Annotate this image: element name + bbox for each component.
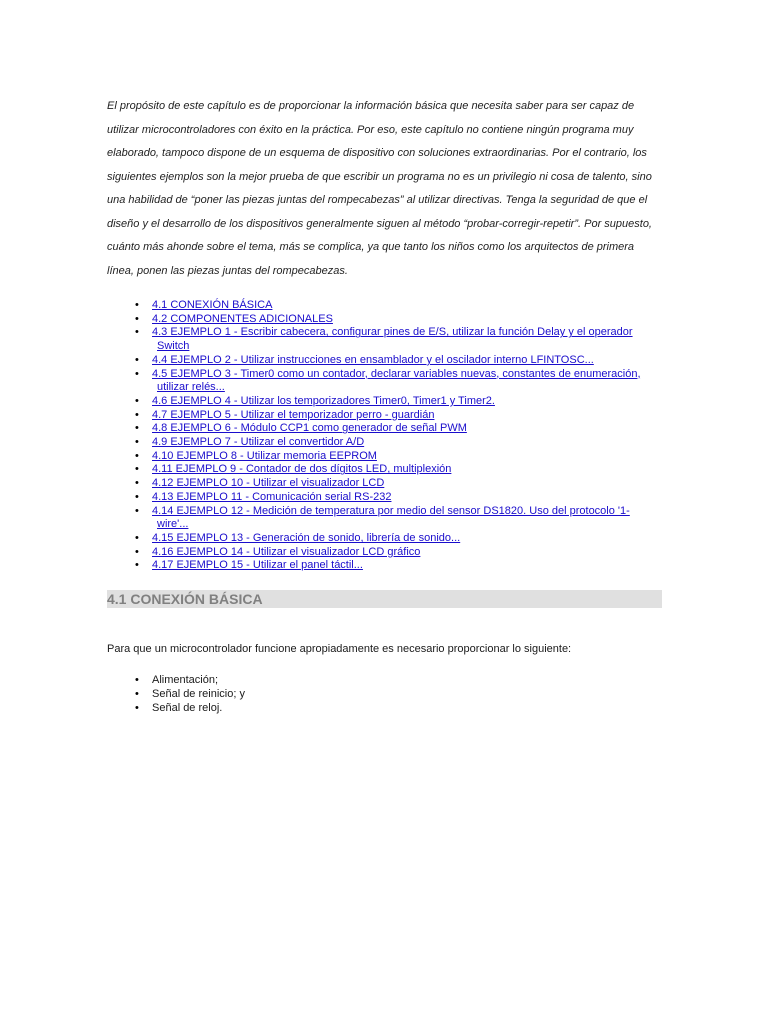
table-of-contents: [107, 299, 662, 573]
bullet-icon: •: [135, 367, 139, 380]
bullet-icon: •: [135, 299, 139, 311]
bullet-icon: •: [135, 674, 139, 687]
toc-item: [135, 312, 662, 327]
toc-link-4-1[interactable]: 4.1 CONEXIÓN BÁSICA: [152, 299, 273, 311]
bullet-icon: •: [135, 394, 139, 407]
bullet-icon: •: [135, 408, 139, 421]
list-item-text: Alimentación;: [152, 674, 219, 687]
toc-link-4-4[interactable]: 4.4 EJEMPLO 2 - Utilizar instrucciones en ensamblador y el oscilador interno LFINTOSC...: [152, 353, 594, 366]
toc-item: [135, 531, 662, 546]
bullet-icon: •: [135, 422, 139, 435]
toc-item: [135, 449, 662, 464]
requirements-list: [107, 673, 662, 715]
toc-link-4-9[interactable]: 4.9 EJEMPLO 7 - Utilizar el convertidor A/D: [152, 436, 365, 449]
bullet-icon: •: [135, 504, 139, 517]
list-item: [135, 687, 662, 701]
bullet-icon: •: [135, 477, 139, 490]
toc-link-4-15[interactable]: 4.15 EJEMPLO 13 - Generación de sonido, librería de sonido...: [152, 531, 461, 544]
bullet-icon: •: [135, 531, 139, 544]
toc-link-4-16[interactable]: 4.16 EJEMPLO 14 - Utilizar el visualizador LCD gráfico: [152, 545, 421, 558]
toc-link-4-11[interactable]: 4.11 EJEMPLO 9 - Contador de dos dígitos LED, multiplexión: [152, 463, 452, 476]
toc-item: [135, 299, 662, 313]
bullet-icon: •: [135, 326, 139, 339]
toc-item: [135, 394, 662, 409]
toc-item: [135, 436, 662, 450]
toc-link-4-14[interactable]: 4.14 EJEMPLO 12 - Medición de temperatura por medio del sensor DS1820. Uso del protocolo '1-wire'...: [152, 504, 630, 531]
document-page: [107, 95, 662, 715]
toc-link-4-17[interactable]: 4.17 EJEMPLO 15 - Utilizar el panel táctil...: [152, 559, 363, 572]
toc-item: [135, 545, 662, 560]
toc-link-4-10[interactable]: 4.10 EJEMPLO 8 - Utilizar memoria EEPROM: [152, 449, 377, 462]
toc-item: [135, 559, 662, 573]
toc-item: [135, 353, 662, 368]
toc-link-4-13[interactable]: 4.13 EJEMPLO 11 - Comunicación serial RS-232: [152, 490, 392, 503]
list-item-text: Señal de reinicio; y: [152, 688, 245, 701]
toc-item: [135, 408, 662, 423]
toc-link-4-5[interactable]: 4.5 EJEMPLO 3 - Timer0 como un contador, declarar variables nuevas, constantes de enumeración, utilizar relés...: [152, 367, 641, 394]
toc-item: [135, 490, 662, 505]
list-item-text: Señal de reloj.: [152, 702, 223, 715]
toc-link-4-6[interactable]: 4.6 EJEMPLO 4 - Utilizar los temporizadores Timer0, Timer1 y Timer2.: [152, 394, 495, 407]
toc-item: [135, 326, 662, 353]
bullet-icon: •: [135, 490, 139, 503]
bullet-icon: •: [135, 702, 139, 715]
bullet-icon: •: [135, 545, 139, 558]
bullet-icon: •: [135, 449, 139, 462]
section-paragraph: Para que un microcontrolador funcione apropiadamente es necesario proporcionar lo siguiente:: [107, 643, 572, 656]
toc-item: [135, 367, 662, 395]
toc-item: [135, 463, 662, 477]
bullet-icon: •: [135, 312, 139, 325]
bullet-icon: •: [135, 436, 139, 449]
toc-item: [135, 477, 662, 491]
toc-link-4-12[interactable]: 4.12 EJEMPLO 10 - Utilizar el visualizador LCD: [152, 477, 385, 490]
section-heading: 4.1 CONEXIÓN BÁSICA: [107, 590, 662, 608]
toc-item: [135, 422, 662, 436]
toc-link-4-8[interactable]: 4.8 EJEMPLO 6 - Módulo CCP1 como generador de señal PWM: [152, 422, 467, 435]
bullet-icon: •: [135, 463, 139, 476]
list-item: [135, 673, 662, 687]
toc-item: [135, 504, 662, 532]
toc-link-4-2[interactable]: 4.2 COMPONENTES ADICIONALES: [152, 312, 333, 325]
bullet-icon: •: [135, 353, 139, 366]
bullet-icon: •: [135, 688, 139, 701]
bullet-icon: •: [135, 559, 139, 572]
toc-link-4-7[interactable]: 4.7 EJEMPLO 5 - Utilizar el temporizador perro - guardián: [152, 408, 435, 421]
toc-link-4-3[interactable]: 4.3 EJEMPLO 1 - Escribir cabecera, configurar pines de E/S, utilizar la función Delay y el operador Switch: [152, 326, 633, 353]
intro-paragraph: El propósito de este capítulo es de proporcionar la información básica que necesita saber para ser capaz de utilizar microcontroladores con éxito en la práctica. Por eso, este capítulo no contiene ningún programa muy elaborado, tampoco dispone de un esquema de dispositivo con soluciones extraordinarias. Por el contrario, los siguientes ejemplos son la mejor prueba de que escribir un programa no es un privilegio ni cosa de talento, sino una habilidad de “poner las piezas juntas del rompecabezas” al utilizar directivas. Tenga la seguridad de que el diseño y el desarrollo de los dispositivos generalmente siguen al método “probar-corregir-repetir”. Por supuesto, cuánto más ahonde sobre el tema, más se complica, ya que tanto los niños como los arquitectos de primera línea, ponen las piezas juntas del rompecabezas.: [107, 100, 652, 277]
list-item: [135, 701, 662, 715]
